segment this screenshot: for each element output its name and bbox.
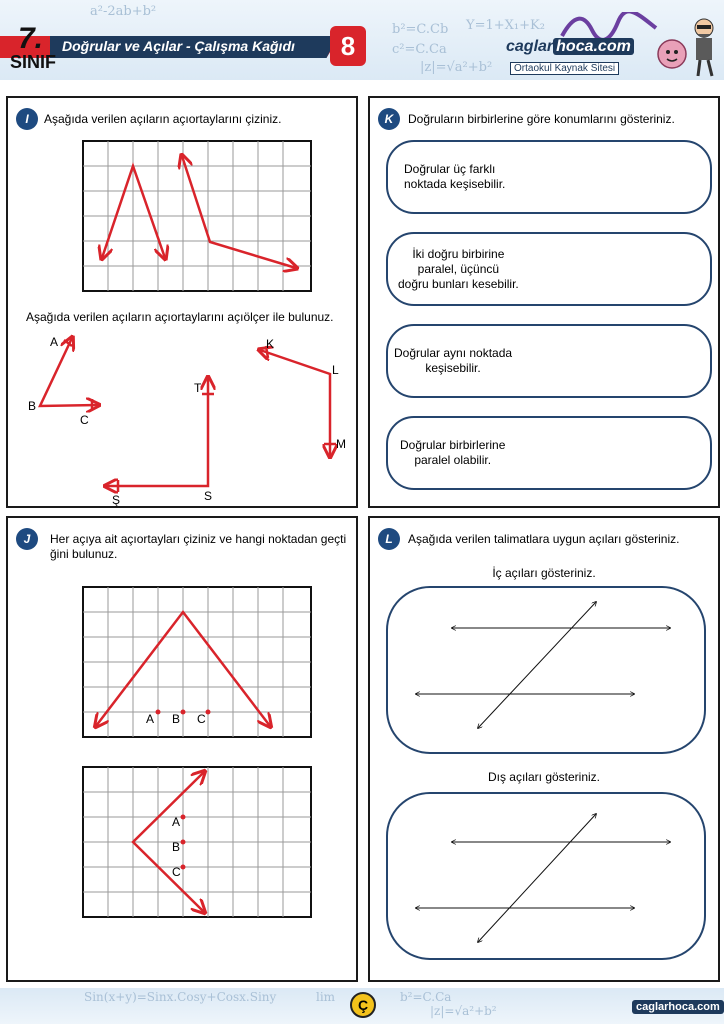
section-i-angle-drawings	[8, 328, 358, 508]
label-Sh: Ş	[112, 493, 121, 507]
section-k-panel	[368, 96, 720, 508]
page-footer	[0, 988, 724, 1024]
header-math-decoration: a²-2ab+b²	[90, 4, 157, 19]
label-M: M	[336, 437, 346, 451]
section-j-question-line-1: Her açıya ait açıortayları çiziniz ve hangi noktadan geçti	[50, 532, 347, 546]
j1-label-A: A	[146, 712, 155, 726]
header-math-decoration: c²=C.Ca	[392, 42, 447, 57]
inner-angles-label: İç açıları gösteriniz.	[492, 566, 596, 580]
j1-label-B: B	[172, 712, 181, 726]
section-j-grid-1	[82, 586, 312, 738]
page-header	[0, 0, 724, 80]
position-option-3[interactable]	[386, 324, 712, 398]
pill-1-line-1: Doğrular üç farklı	[404, 162, 496, 176]
section-l-badge: L	[378, 528, 400, 550]
header-math-decoration: b²=C.Cb	[392, 22, 449, 37]
footer-math-decoration: lim	[316, 990, 336, 1004]
brand-part-b: hoca.com	[553, 38, 634, 55]
footer-math-decoration: b²=C.Ca	[400, 990, 452, 1004]
grade-number: 7.	[18, 22, 44, 55]
outer-angles-lines	[388, 794, 704, 958]
section-i-question-2: Aşağıda verilen açıların açıortaylarını açıölçer ile bulunuz.	[26, 310, 334, 324]
mascot-teacher-icon	[650, 14, 724, 78]
label-L: L	[332, 363, 339, 377]
pill-4-line-1: Doğrular birbirlerine	[400, 438, 506, 452]
label-T: T	[194, 381, 202, 395]
section-k-question: Doğruların birbirlerine göre konumlarını gösteriniz.	[408, 112, 675, 126]
pill-2-line-1: İki doğru birbirine	[412, 246, 505, 261]
pill-3-line-1: Doğrular aynı noktada	[394, 346, 513, 360]
outer-angles-label: Dış açıları gösteriniz.	[487, 770, 601, 784]
position-option-1[interactable]	[386, 140, 712, 214]
grade-label: SINIF	[10, 52, 57, 72]
footer-logo-icon: Ç	[350, 992, 376, 1018]
grade-badge	[8, 22, 60, 74]
section-i-badge: I	[16, 108, 38, 130]
pill-2-line-3: doğru bunları kesebilir.	[398, 276, 519, 291]
section-j-grid-2	[82, 766, 312, 918]
section-i-grid-drawing	[82, 140, 312, 292]
position-option-2[interactable]	[386, 232, 712, 306]
label-C: C	[80, 413, 89, 427]
footer-math-decoration: |z|=√a²+b²	[430, 1004, 497, 1018]
j1-label-C: C	[197, 712, 206, 726]
section-i-panel	[6, 96, 358, 508]
inner-angles-box[interactable]	[386, 586, 706, 754]
label-S: S	[204, 489, 213, 503]
sheet-number: 8	[330, 26, 366, 66]
section-i-question-1: Aşağıda verilen açıların açıortaylarını çiziniz.	[44, 112, 282, 126]
footer-math-decoration: Sin(x+y)=Sinx.Cosy+Cosx.Siny	[84, 990, 277, 1004]
outer-angles-box[interactable]	[386, 792, 706, 960]
brand-logo[interactable]	[506, 38, 634, 56]
label-K: K	[266, 337, 275, 351]
j2-label-C: C	[172, 865, 181, 879]
header-math-decoration: Y=1+X₁+K₂	[466, 18, 545, 33]
section-j-panel	[6, 516, 358, 982]
pill-1-line-2: noktada keşisebilir.	[404, 177, 506, 191]
section-l-question: Aşağıda verilen talimatlara uygun açıları gösteriniz.	[408, 532, 680, 546]
inner-angles-lines	[388, 588, 704, 752]
page-title: Doğrular ve Açılar - Çalışma Kağıdı	[62, 38, 295, 54]
section-j-question-line-2: ğini bulunuz.	[50, 547, 118, 561]
section-j-badge: J	[16, 528, 38, 550]
footer-url-link[interactable]: caglarhoca.com	[632, 1000, 724, 1014]
header-math-decoration: |z|=√a²+b²	[420, 60, 493, 75]
brand-subtitle: Ortaokul Kaynak Sitesi	[510, 62, 619, 75]
j2-label-A: A	[172, 815, 181, 829]
section-l-panel	[368, 516, 720, 982]
label-B: B	[28, 399, 37, 413]
brand-part-a: caglar	[506, 38, 554, 55]
j2-label-B: B	[172, 840, 181, 854]
pill-4-line-2: paralel olabilir.	[414, 453, 492, 467]
pill-2-line-2: paralel, üçüncü	[417, 261, 500, 276]
pill-3-line-2: keşisebilir.	[425, 361, 481, 375]
position-option-4[interactable]	[386, 416, 712, 490]
section-k-badge: K	[378, 108, 400, 130]
label-A: A	[50, 335, 59, 349]
